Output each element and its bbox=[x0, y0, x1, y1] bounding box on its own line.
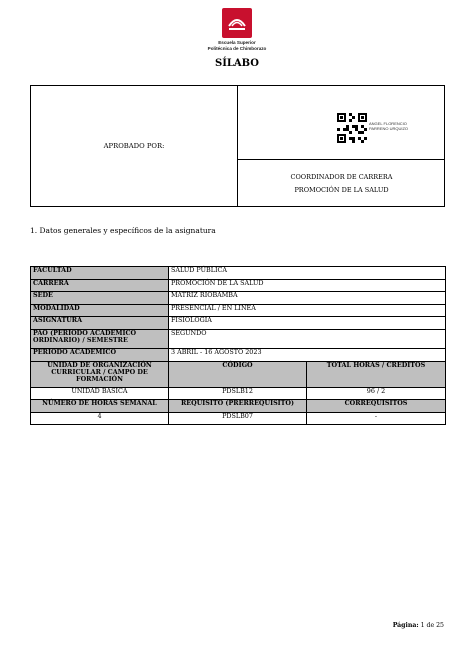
section-heading: 1. Datos generales y específicos de la asignatura bbox=[30, 226, 216, 235]
requirements-header-row bbox=[31, 400, 446, 413]
row-value: FISIOLOGÍA bbox=[169, 317, 446, 330]
approval-label: APROBADO POR: bbox=[103, 142, 165, 150]
row-label: CARRERA bbox=[31, 279, 169, 292]
row-value: SALUD PÚBLICA bbox=[169, 267, 446, 280]
row-label: FACULTAD bbox=[31, 267, 169, 280]
approval-box bbox=[30, 85, 445, 207]
approver-role-cell bbox=[238, 160, 445, 207]
row-value: PRESENCIAL / EN LÍNEA bbox=[169, 304, 446, 317]
page-count: 1 de 25 bbox=[420, 622, 444, 629]
table-row bbox=[31, 412, 446, 425]
page-number bbox=[393, 622, 444, 629]
row-label: MODALIDAD bbox=[31, 304, 169, 317]
cell: 4 bbox=[31, 412, 169, 425]
column-header: UNIDAD DE ORGANIZACIÓN CURRICULAR / CAMPO DE FORMACIÓN bbox=[31, 361, 169, 387]
row-label: PERÍODO ACADÉMICO bbox=[31, 348, 169, 361]
row-value: SEGUNDO bbox=[169, 329, 446, 348]
institution-logo-block bbox=[0, 8, 474, 51]
general-data-table bbox=[30, 266, 446, 425]
column-header: REQUISITO (PRERREQUISITO) bbox=[169, 400, 307, 413]
cell: PDSLB07 bbox=[169, 412, 307, 425]
row-label: ASIGNATURA bbox=[31, 317, 169, 330]
row-value: 3 ABRIL - 16 AGOSTO 2023 bbox=[169, 348, 446, 361]
approver-role: COORDINADOR DE CARRERA bbox=[290, 172, 393, 181]
column-header: NÚMERO DE HORAS SEMANAL bbox=[31, 400, 169, 413]
table-row bbox=[31, 279, 446, 292]
table-row bbox=[31, 317, 446, 330]
column-header: TOTAL HORAS / CRÉDITOS bbox=[307, 361, 446, 387]
document-title: SÍLABO bbox=[214, 58, 260, 69]
institution-name: Escuela Superior Politécnica de Chimborazo bbox=[207, 40, 267, 51]
column-header: CÓDIGO bbox=[169, 361, 307, 387]
row-label: SEDE bbox=[31, 292, 169, 305]
cell: 96 / 2 bbox=[307, 387, 446, 400]
page-label: Página: bbox=[392, 622, 419, 629]
table-row bbox=[31, 267, 446, 280]
table-row bbox=[31, 348, 446, 361]
table-row bbox=[31, 292, 446, 305]
signature-cell bbox=[238, 86, 445, 160]
institution-logo-icon bbox=[222, 8, 252, 38]
cell: - bbox=[307, 412, 446, 425]
table-row bbox=[31, 387, 446, 400]
row-label: PAO (PERIODO ACADÉMICO ORDINARIO) / SEMESTRE bbox=[31, 329, 169, 348]
cell: PDSLB12 bbox=[169, 387, 307, 400]
qr-code-icon bbox=[337, 113, 367, 143]
approver-program: PROMOCIÓN DE LA SALUD bbox=[294, 185, 389, 194]
approval-label-cell bbox=[31, 86, 238, 206]
column-header: CORREQUISITOS bbox=[307, 400, 446, 413]
row-value: MATRIZ RIOBAMBA bbox=[169, 292, 446, 305]
table-row bbox=[31, 304, 446, 317]
table-row bbox=[31, 329, 446, 348]
row-value: PROMOCIÓN DE LA SALUD bbox=[169, 279, 446, 292]
digital-signature-signer: ANGEL FLORENCIO PARRENO URQUIZO bbox=[369, 121, 409, 131]
unit-header-row bbox=[31, 361, 446, 387]
cell: UNIDAD BASICA bbox=[31, 387, 169, 400]
